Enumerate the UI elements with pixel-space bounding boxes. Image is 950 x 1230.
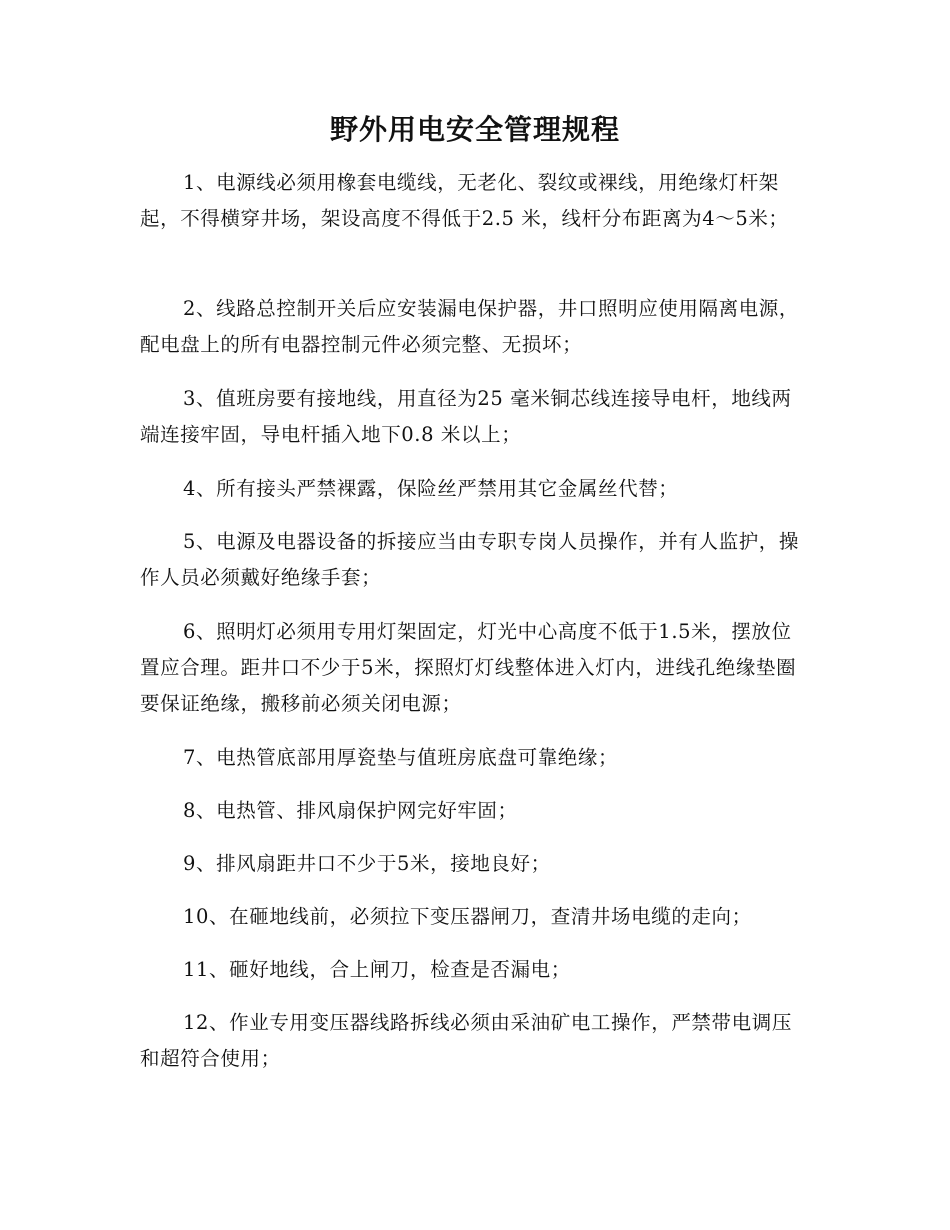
rule-item-10: 10、在砸地线前，必须拉下变压器闸刀，查清井场电缆的走向；: [183, 905, 752, 928]
rule-item-6: 6、照明灯必须用专用灯架固定，灯光中心高度不低于1.5米，摆放位置应合理。距井口不少于5米，探照灯灯线整体进入灯内，进线孔绝缘垫圈要保证绝缘，搬移前必须关闭电源；: [140, 620, 797, 715]
rule-item-2: 2、线路总控制开关后应安装漏电保护器，井口照明应使用隔离电源，配电盘上的所有电器控制元件必须完整、无损坏；: [140, 297, 800, 356]
rule-item-5: 5、电源及电器设备的拆接应当由专职专岗人员操作，并有人监护，操作人员必须戴好绝缘手套；: [140, 530, 800, 589]
rule-item-4: 4、所有接头严禁裸露，保险丝严禁用其它金属丝代替；: [183, 477, 679, 500]
rule-item-11: 11、砸好地线，合上闸刀，检查是否漏电；: [183, 958, 571, 981]
rule-item-8: 8、电热管、排风扇保护网完好牢固；: [183, 799, 518, 822]
rule-item-12: 12、作业专用变压器线路拆线必须由采油矿电工操作，严禁带电调压和超符合使用；: [140, 1011, 792, 1070]
rule-item-9: 9、排风扇距井口不少于5米，接地良好；: [183, 852, 551, 875]
rule-item-3: 3、值班房要有接地线，用直径为25 毫米铜芯线连接导电杆，地线两端连接牢固，导电杆插入地下0.8 米以上；: [140, 387, 792, 446]
rule-item-1: 1、电源线必须用橡套电缆线，无老化、裂纹或裸线，用绝缘灯杆架起，不得横穿井场，架设高度不得低于2.5 米，线杆分布距离为4～5米；: [140, 171, 789, 230]
document-title: 野外用电安全管理规程: [329, 113, 620, 146]
rule-item-7: 7、电热管底部用厚瓷垫与值班房底盘可靠绝缘；: [183, 746, 619, 769]
